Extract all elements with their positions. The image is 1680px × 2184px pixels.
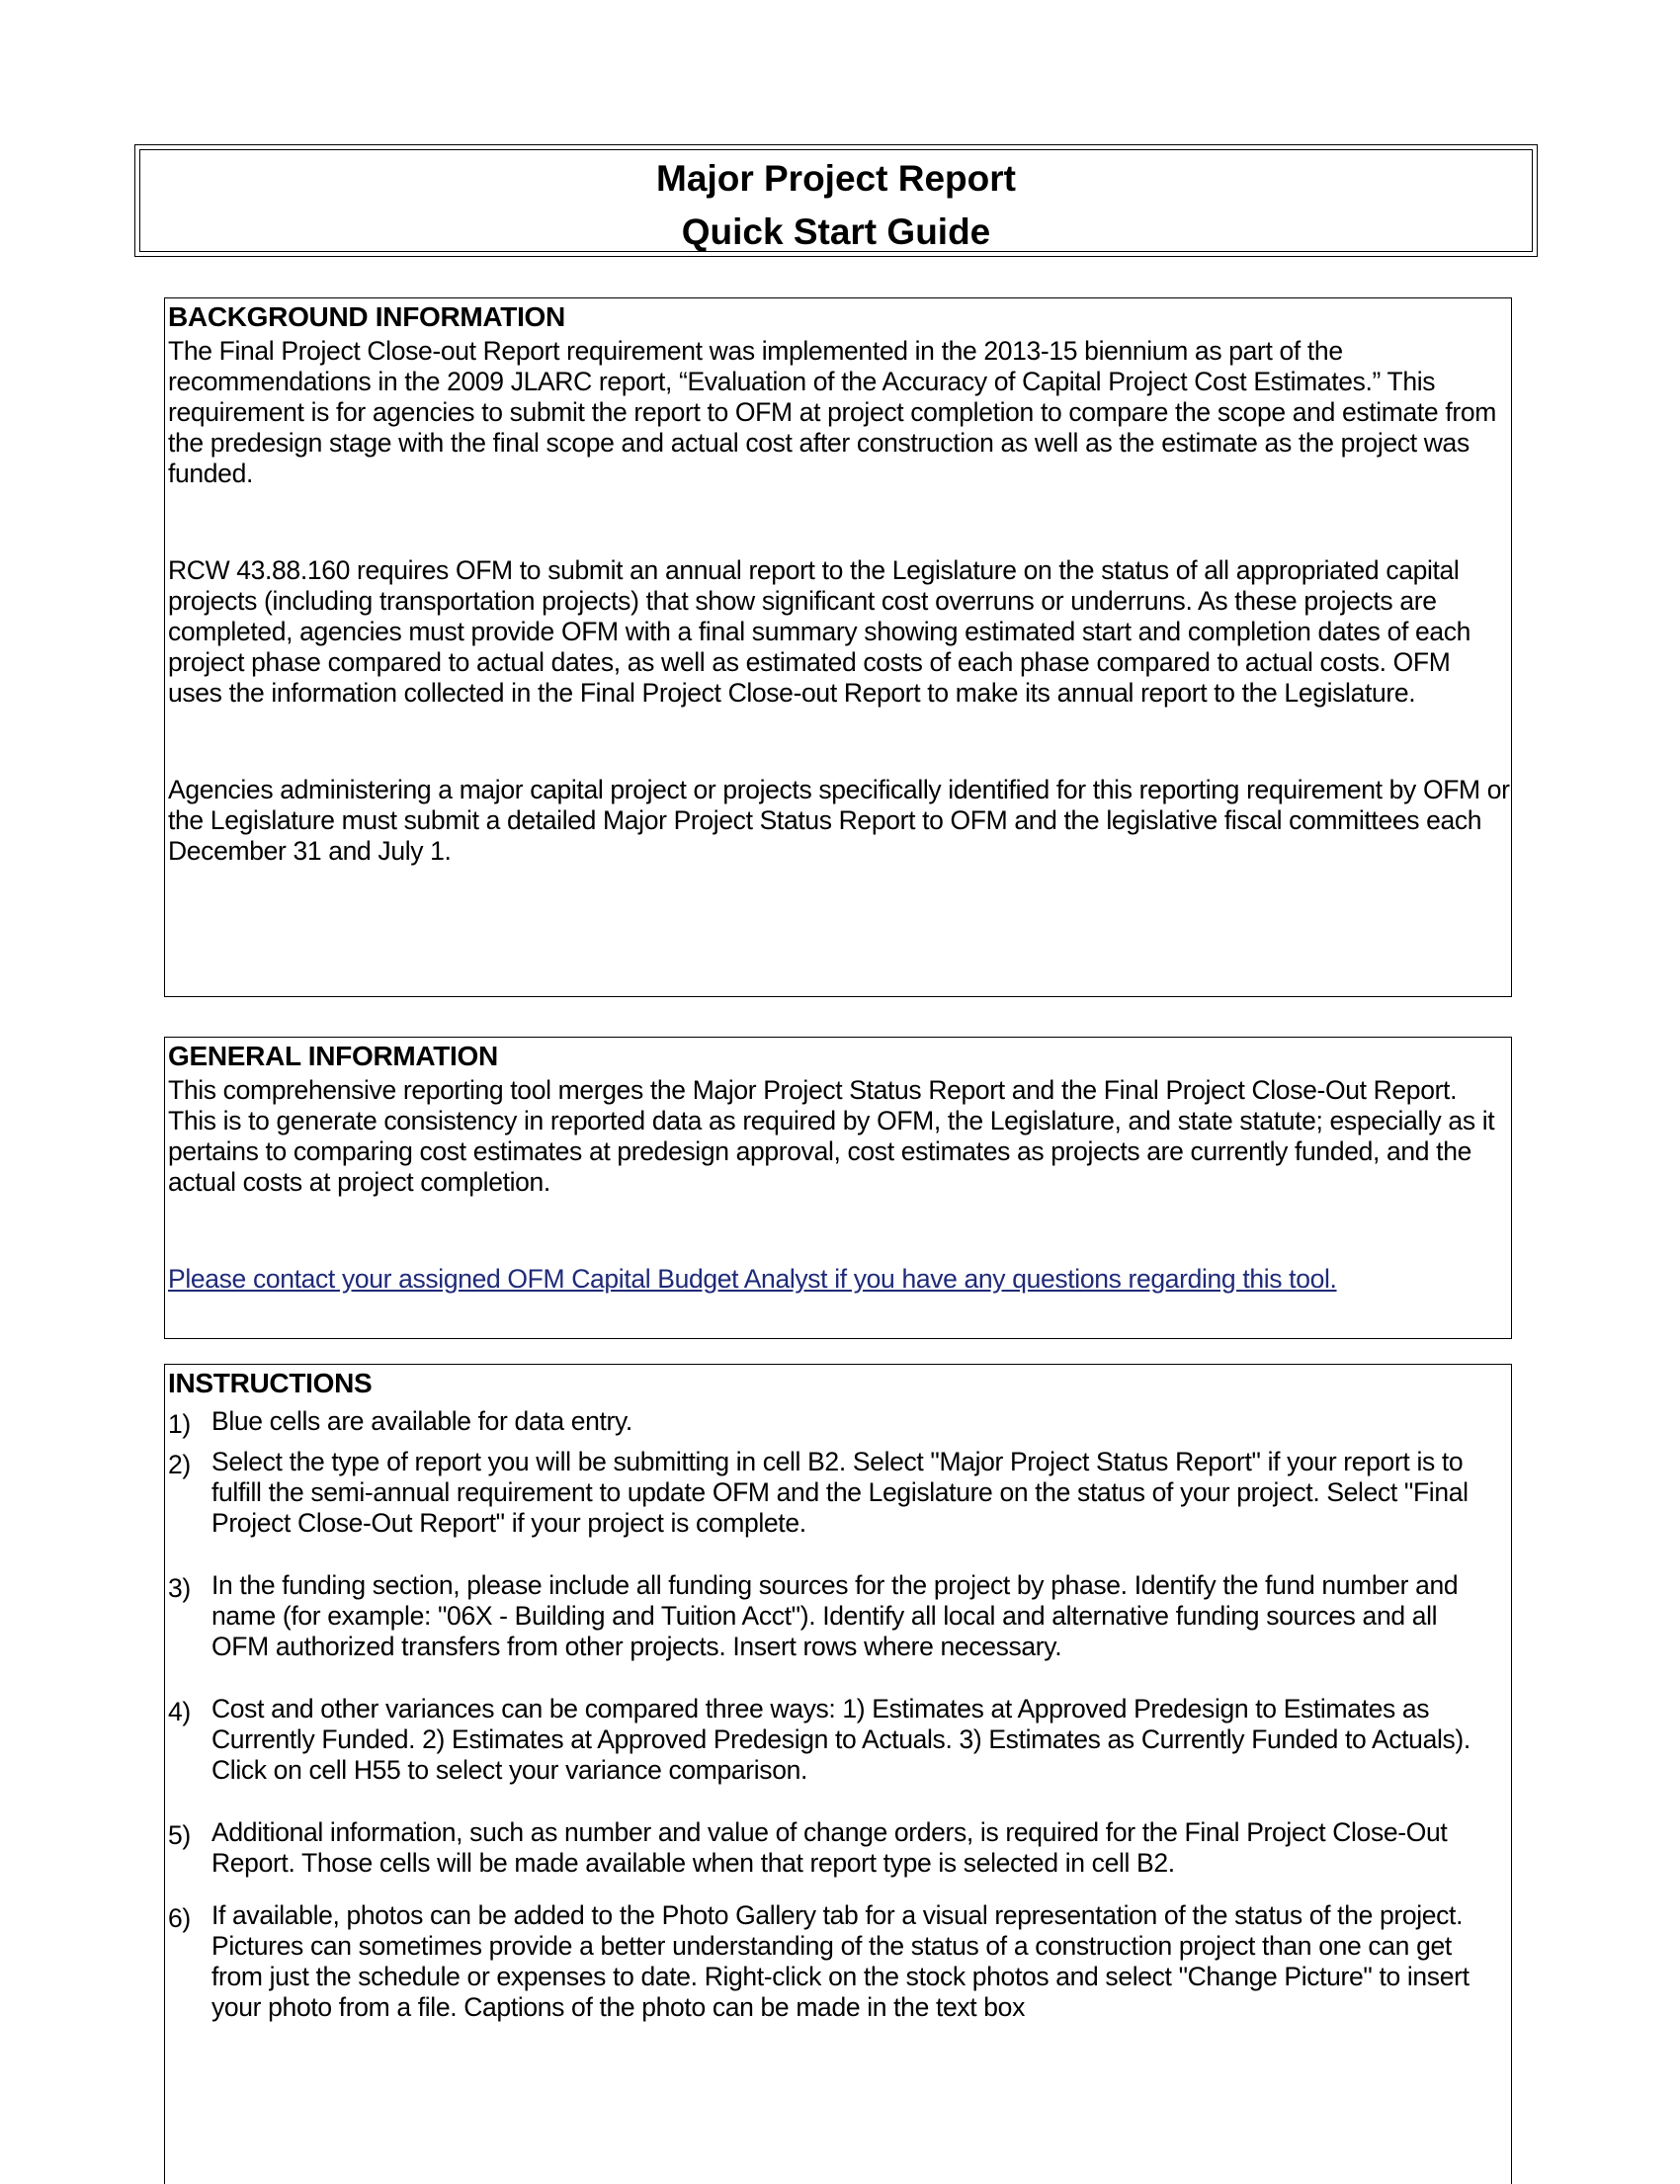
step-text: Cost and other variances can be compared three ways: 1) Estimates at Approved Predesign to Estimates as Currently Funded. 2) Estimates at Approved Predesign to Actuals. 3) Estimates as Currently Funded to Actuals). Click on cell H55 to select your variance comparison. bbox=[211, 1694, 1470, 1785]
background-heading: BACKGROUND INFORMATION bbox=[168, 301, 565, 332]
instruction-step bbox=[168, 1570, 1511, 1662]
background-paragraph-3: Agencies administering a major capital project or projects specifically identified for this reporting requirement by OFM or the Legislature must submit a detailed Major Project Status Report to OFM and the legislative fiscal committees each December 31 and July 1. bbox=[168, 775, 1510, 866]
step-number: 3) bbox=[168, 1573, 191, 1603]
general-section bbox=[164, 1037, 1512, 1339]
background-paragraph-1: The Final Project Close-out Report requirement was implemented in the 2013-15 biennium as part of the recommendations in the 2009 JLARC report, “Evaluation of the Accuracy of Capital Project Cost Estimates.” This requirement is for agencies to submit the report to OFM at project completion to compare the scope and estimate from the predesign stage with the final scope and actual cost after construction as well as the estimate as the project was funded. bbox=[168, 336, 1496, 488]
page-title: Major Project Report bbox=[656, 158, 1016, 199]
step-number: 2) bbox=[168, 1450, 191, 1479]
instruction-step bbox=[168, 1900, 1511, 2023]
background-paragraph-2: RCW 43.88.160 requires OFM to submit an annual report to the Legislature on the status of all appropriated capital projects (including transportation projects) that show significant cost overruns or underruns. As these projects are completed, agencies must provide OFM with a final summary showing estimated start and completion dates of each project phase compared to actual dates, as well as estimated costs of each phase compared to actual costs. OFM uses the information collected in the Final Project Close-out Report to make its annual report to the Legislature. bbox=[168, 555, 1471, 708]
instruction-step bbox=[168, 1406, 1511, 1440]
general-paragraph: This comprehensive reporting tool merges the Major Project Status Report and the Final Project Close-Out Report. This is to generate consistency in reported data as required by OFM, the Legislature, and state statute; especially as it pertains to comparing cost estimates at predesign approval, cost estimates as projects are currently funded, and the actual costs at project completion. bbox=[168, 1075, 1495, 1197]
instructions-section bbox=[164, 1364, 1512, 2184]
title-box bbox=[134, 144, 1538, 257]
step-text: In the funding section, please include all funding sources for the project by phase. Identify the fund number and name (for example: "06X - Building and Tuition Acct"). Identify all local and alternative funding sources and all OFM authorized transfers from other projects. Insert rows where necessary. bbox=[211, 1570, 1459, 1661]
step-text: Blue cells are available for data entry. bbox=[211, 1406, 632, 1436]
instructions-heading: INSTRUCTIONS bbox=[168, 1368, 373, 1398]
general-heading: GENERAL INFORMATION bbox=[168, 1041, 498, 1071]
contact-analyst-link[interactable]: Please contact your assigned OFM Capital Budget Analyst if you have any questions regarding this tool. bbox=[168, 1264, 1337, 1294]
page-subtitle: Quick Start Guide bbox=[681, 211, 991, 252]
background-section bbox=[164, 297, 1512, 997]
instructions-list bbox=[168, 1406, 1511, 2023]
step-text: If available, photos can be added to the Photo Gallery tab for a visual representation of the status of the project. Pictures can sometimes provide a better understanding of the status of a construction project than one can get from just the schedule or expenses to date. Right-click on the stock photos and select "Change Picture" to insert your photo from a file. Captions of the photo can be made in the text box bbox=[211, 1900, 1470, 2022]
step-text: Additional information, such as number and value of change orders, is required for the Final Project Close-Out Report. Those cells will be made available when that report type is selected in cell B2. bbox=[211, 1817, 1448, 1878]
instruction-step bbox=[168, 1694, 1511, 1786]
step-number: 4) bbox=[168, 1697, 191, 1726]
title-inner-border bbox=[139, 149, 1533, 252]
step-text: Select the type of report you will be submitting in cell B2. Select "Major Project Status Report" if your report is to fulfill the semi-annual requirement to update OFM and the Legislature on the status of your project. Select "Final Project Close-Out Report" if your project is complete. bbox=[211, 1447, 1469, 1538]
step-number: 6) bbox=[168, 1903, 191, 1933]
instruction-step bbox=[168, 1817, 1511, 1879]
step-number: 5) bbox=[168, 1820, 191, 1850]
step-number: 1) bbox=[168, 1409, 191, 1439]
instruction-step bbox=[168, 1447, 1511, 1539]
